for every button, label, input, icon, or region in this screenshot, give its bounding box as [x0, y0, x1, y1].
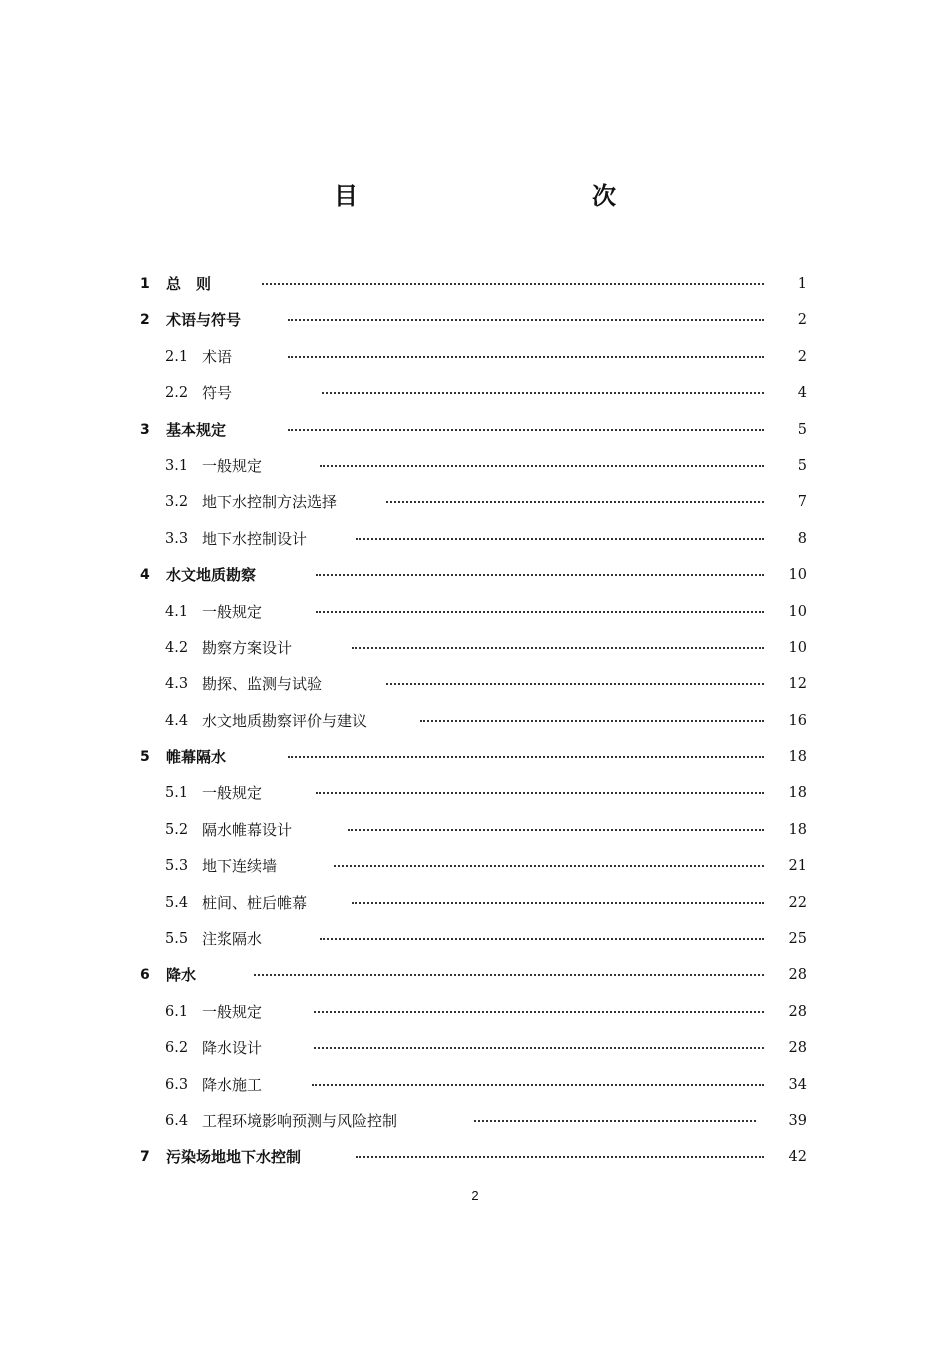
toc-entry-page: 42 — [788, 1149, 807, 1166]
toc-entry-number: 2.2 — [165, 385, 189, 402]
dot-leader — [322, 392, 764, 394]
toc-section-entry[interactable] — [0, 339, 950, 375]
toc-chapter-entry[interactable] — [0, 302, 950, 338]
toc-section-entry[interactable] — [0, 775, 950, 811]
toc-entry-number: 5.5 — [165, 931, 189, 948]
toc-entry-page: 16 — [788, 712, 807, 729]
dot-leader — [320, 465, 764, 467]
toc-entry-title: 符号 — [202, 384, 233, 403]
toc-entry-number: 7 — [140, 1149, 150, 1166]
toc-entry-page: 18 — [788, 749, 807, 766]
toc-entry-number: 4.4 — [165, 712, 189, 729]
toc-entry-page: 10 — [788, 639, 807, 656]
toc-entry-title: 总 则 — [166, 275, 212, 293]
toc-entry-page: 2 — [797, 348, 807, 365]
toc-entry-title: 勘察方案设计 — [202, 638, 293, 657]
toc-chapter-entry[interactable] — [0, 1139, 950, 1175]
toc-chapter-entry[interactable] — [0, 557, 950, 593]
toc-entry-title: 桩间、桩后帷幕 — [202, 893, 308, 912]
toc-entry-title: 地下连续墙 — [202, 857, 278, 876]
toc-section-entry[interactable] — [0, 448, 950, 484]
toc-section-entry[interactable] — [0, 812, 950, 848]
dot-leader — [288, 319, 764, 321]
toc-entry-page: 39 — [788, 1112, 807, 1129]
toc-entry-page: 10 — [788, 603, 807, 620]
toc-entry-title: 术语 — [202, 347, 233, 366]
toc-entry-page: 25 — [788, 931, 807, 948]
toc-section-entry[interactable] — [0, 630, 950, 666]
toc-entry-title: 污染场地地下水控制 — [166, 1148, 302, 1167]
dot-leader — [254, 974, 764, 976]
toc-entry-page: 18 — [788, 821, 807, 838]
footer-page-number: 2 — [471, 1188, 479, 1203]
toc-entry-title: 降水施工 — [202, 1075, 263, 1094]
toc-chapter-entry[interactable] — [0, 957, 950, 993]
toc-section-entry[interactable] — [0, 1103, 950, 1139]
table-of-contents — [0, 266, 950, 1176]
toc-section-entry[interactable] — [0, 703, 950, 739]
dot-leader — [314, 1011, 764, 1013]
toc-entry-number: 6.3 — [165, 1076, 189, 1093]
toc-entry-number: 5.4 — [165, 894, 189, 911]
toc-entry-number: 3.3 — [165, 530, 189, 547]
toc-entry-number: 5.1 — [165, 785, 189, 802]
toc-entry-number: 4 — [140, 567, 150, 584]
toc-entry-title: 术语与符号 — [166, 311, 242, 330]
dot-leader — [316, 792, 764, 794]
dot-leader — [474, 1120, 756, 1122]
dot-leader — [356, 538, 764, 540]
toc-entry-number: 6 — [140, 967, 150, 984]
toc-entry-number: 5.3 — [165, 858, 189, 875]
toc-section-entry[interactable] — [0, 1067, 950, 1103]
toc-entry-page: 2 — [797, 312, 807, 329]
toc-entry-page: 18 — [788, 785, 807, 802]
toc-chapter-entry[interactable] — [0, 266, 950, 302]
toc-entry-number: 4.2 — [165, 639, 189, 656]
toc-entry-page: 10 — [788, 567, 807, 584]
toc-section-entry[interactable] — [0, 885, 950, 921]
toc-section-entry[interactable] — [0, 594, 950, 630]
toc-entry-number: 3.2 — [165, 494, 189, 511]
dot-leader — [334, 865, 764, 867]
toc-entry-page: 28 — [788, 1040, 807, 1057]
toc-entry-title: 勘探、监测与试验 — [202, 675, 323, 694]
toc-entry-number: 4.1 — [165, 603, 189, 620]
toc-entry-page: 5 — [797, 421, 807, 438]
toc-entry-title: 帷幕隔水 — [166, 748, 227, 767]
toc-section-entry[interactable] — [0, 521, 950, 557]
dot-leader — [288, 429, 764, 431]
dot-leader — [352, 902, 764, 904]
toc-entry-page: 34 — [788, 1076, 807, 1093]
toc-entry-title: 降水 — [166, 966, 197, 985]
toc-chapter-entry[interactable] — [0, 739, 950, 775]
toc-entry-page: 21 — [788, 858, 807, 875]
dot-leader — [420, 720, 764, 722]
dot-leader — [356, 1156, 764, 1158]
toc-entry-page: 5 — [797, 457, 807, 474]
toc-entry-number: 6.4 — [165, 1112, 189, 1129]
toc-entry-page: 22 — [788, 894, 807, 911]
toc-entry-title: 水文地质勘察评价与建议 — [202, 711, 368, 730]
toc-section-entry[interactable] — [0, 375, 950, 411]
toc-entry-number: 5.2 — [165, 821, 189, 838]
dot-leader — [320, 938, 764, 940]
dot-leader — [314, 1047, 764, 1049]
dot-leader — [386, 683, 764, 685]
toc-entry-page: 1 — [797, 276, 807, 292]
dot-leader — [386, 501, 764, 503]
toc-entry-number: 2 — [140, 312, 150, 329]
toc-entry-title: 地下水控制方法选择 — [202, 493, 338, 512]
dot-leader — [288, 356, 764, 358]
toc-entry-title: 隔水帷幕设计 — [202, 820, 293, 839]
toc-entry-page: 12 — [788, 676, 807, 693]
toc-entry-page: 4 — [797, 385, 807, 402]
dot-leader — [348, 829, 764, 831]
dot-leader — [262, 283, 764, 285]
toc-entry-number: 4.3 — [165, 676, 189, 693]
toc-entry-number: 3 — [140, 421, 150, 438]
toc-entry-number: 5 — [140, 749, 150, 766]
toc-entry-page: 28 — [788, 967, 807, 984]
toc-entry-title: 一般规定 — [202, 456, 263, 475]
toc-section-entry[interactable] — [0, 994, 950, 1030]
dot-leader — [312, 1084, 764, 1086]
toc-entry-title: 降水设计 — [202, 1039, 263, 1058]
toc-entry-page: 28 — [788, 1003, 807, 1020]
toc-entry-number: 6.2 — [165, 1040, 189, 1057]
toc-entry-title: 一般规定 — [202, 1002, 263, 1021]
toc-section-entry[interactable] — [0, 848, 950, 884]
toc-entry-number: 1 — [140, 276, 150, 292]
toc-entry-page: 8 — [797, 530, 807, 547]
toc-section-entry[interactable] — [0, 1030, 950, 1066]
toc-entry-number: 2.1 — [165, 348, 189, 365]
toc-entry-title: 一般规定 — [202, 602, 263, 621]
toc-entry-number: 3.1 — [165, 457, 189, 474]
dot-leader — [288, 756, 764, 758]
page-title: 目 次 — [334, 182, 678, 210]
toc-section-entry[interactable] — [0, 921, 950, 957]
toc-entry-title: 水文地质勘察 — [166, 566, 257, 585]
toc-entry-title: 工程环境影响预测与风险控制 — [202, 1111, 398, 1130]
toc-section-entry[interactable] — [0, 484, 950, 520]
toc-section-entry[interactable] — [0, 666, 950, 702]
dot-leader — [316, 611, 764, 613]
toc-entry-number: 6.1 — [165, 1003, 189, 1020]
dot-leader — [352, 647, 764, 649]
toc-entry-title: 注浆隔水 — [202, 930, 263, 949]
toc-chapter-entry[interactable] — [0, 412, 950, 448]
toc-entry-title: 地下水控制设计 — [202, 529, 308, 548]
toc-entry-title: 基本规定 — [166, 420, 227, 439]
dot-leader — [316, 574, 764, 576]
toc-entry-title: 一般规定 — [202, 784, 263, 803]
toc-entry-page: 7 — [797, 494, 807, 511]
